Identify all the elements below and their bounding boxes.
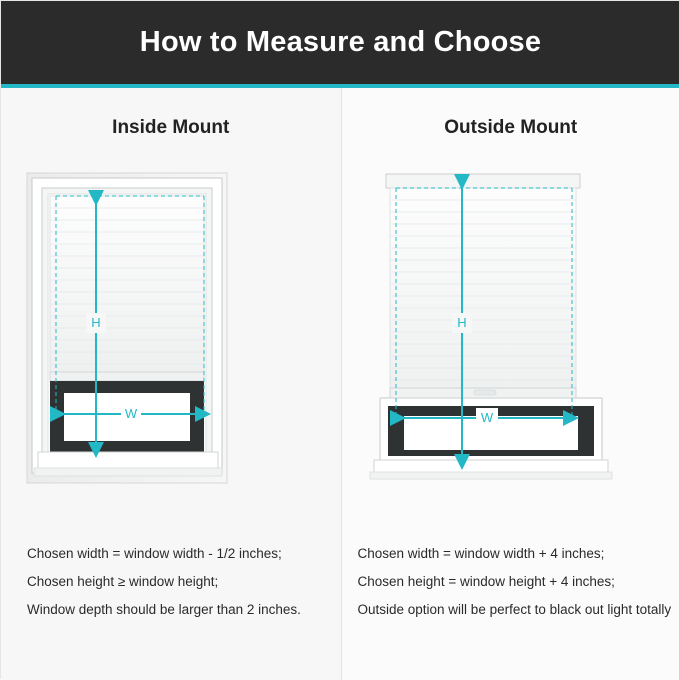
outside-mount-section — [341, 88, 679, 680]
note-line: Chosen width = window width + 4 inches; — [358, 540, 667, 568]
note-line: Outside option will be perfect to black out light totally — [358, 596, 667, 624]
inside-mount-illustration — [1, 168, 341, 528]
inside-mount-notes — [1, 540, 341, 624]
columns-container — [1, 88, 679, 680]
note-line: Chosen height = window height + 4 inches; — [358, 568, 667, 596]
outside-mount-diagram — [366, 168, 656, 508]
width-label: W — [481, 410, 494, 425]
outside-mount-title: Outside Mount — [342, 117, 679, 139]
inside-mount-title: Inside Mount — [1, 117, 341, 139]
width-label: W — [125, 406, 138, 421]
note-line: Chosen width = window width - 1/2 inches; — [27, 540, 315, 568]
height-label: H — [457, 315, 466, 330]
note-line: Window depth should be larger than 2 inches. — [27, 596, 315, 624]
inside-mount-diagram — [26, 168, 316, 508]
page-header — [1, 1, 679, 84]
inside-mount-section — [1, 88, 341, 680]
height-label: H — [91, 315, 100, 330]
outside-mount-notes — [342, 540, 679, 624]
outside-mount-illustration — [342, 168, 679, 528]
note-line: Chosen height ≥ window height; — [27, 568, 315, 596]
page-title: How to Measure and Choose — [140, 26, 541, 59]
